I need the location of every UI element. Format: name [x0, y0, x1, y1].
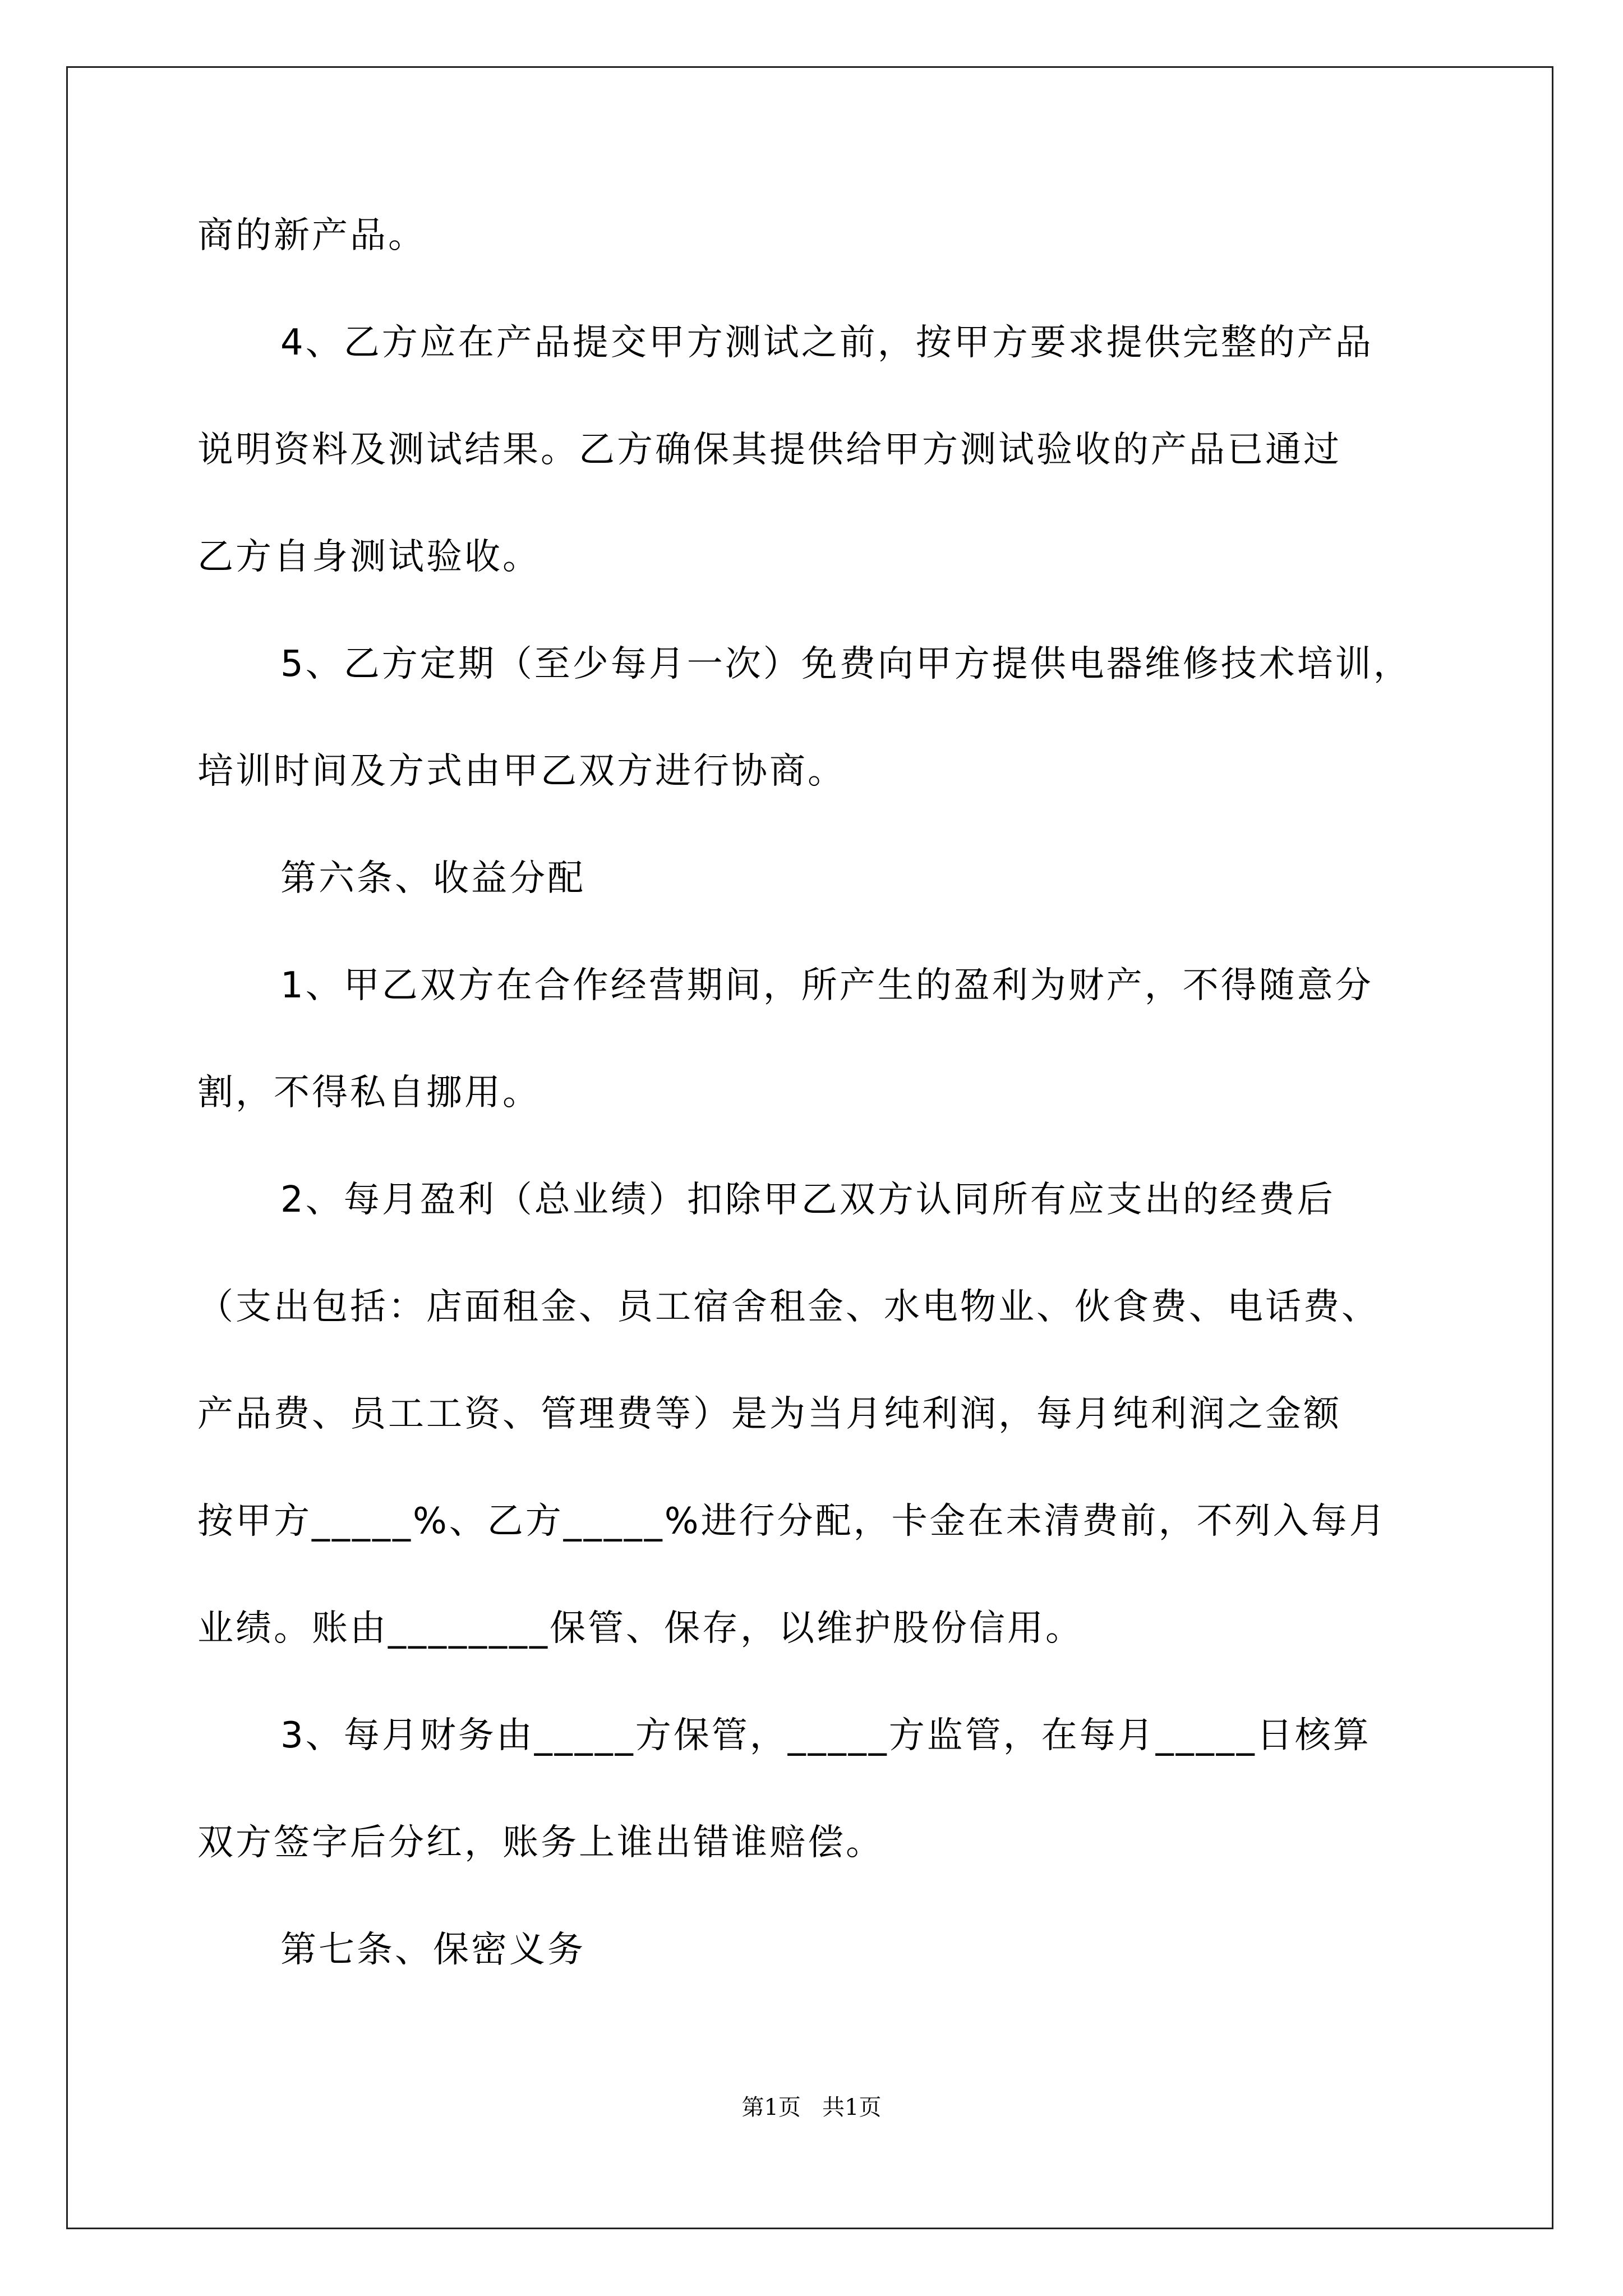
paragraph-line: 按甲方_____%、乙方_____%进行分配，卡金在未清费前，不列入每月: [197, 1501, 1387, 1542]
paragraph-line: 割，不得私自挪用。: [197, 1072, 541, 1114]
document-body: [197, 209, 1442, 2030]
paragraph-line: 产品费、员工工资、管理费等）是为当月纯利润，每月纯利润之金额: [197, 1393, 1341, 1435]
paragraph-line: 5、乙方定期（至少每月一次）免费向甲方提供电器维修技术培训，: [280, 643, 1412, 685]
paragraph-line: 4、乙方应在产品提交甲方测试之前，按甲方要求提供完整的产品: [280, 322, 1373, 364]
paragraph-line: 说明资料及测试结果。乙方确保其提供给甲方测试验收的产品已通过: [197, 429, 1341, 471]
section-heading: 第七条、保密义务: [280, 1929, 585, 1971]
section-heading: 第六条、收益分配: [280, 858, 585, 899]
paragraph-line: 业绩。账由________保管、保存，以维护股份信用。: [197, 1608, 1083, 1649]
paragraph-line: 3、每月财务由_____方保管，_____方监管，在每月_____日核算: [280, 1715, 1371, 1756]
paragraph-line: 2、每月盈利（总业绩）扣除甲乙双方认同所有应支出的经费后: [280, 1179, 1335, 1221]
paragraph-line: 乙方自身测试验收。: [197, 536, 541, 578]
paragraph-line: 培训时间及方式由甲乙双方进行协商。: [197, 751, 846, 792]
paragraph-line: （支出包括：店面租金、员工宿舍租金、水电物业、伙食费、电话费、: [197, 1286, 1380, 1328]
paragraph-line: 1、甲乙双方在合作经营期间，所产生的盈利为财产，不得随意分: [280, 965, 1373, 1006]
paragraph-line: 双方签字后分红，账务上谁出错谁赔偿。: [197, 1822, 884, 1864]
page-number-footer: 第1页 共1页: [741, 2095, 882, 2120]
paragraph-line: 商的新产品。: [197, 215, 426, 256]
